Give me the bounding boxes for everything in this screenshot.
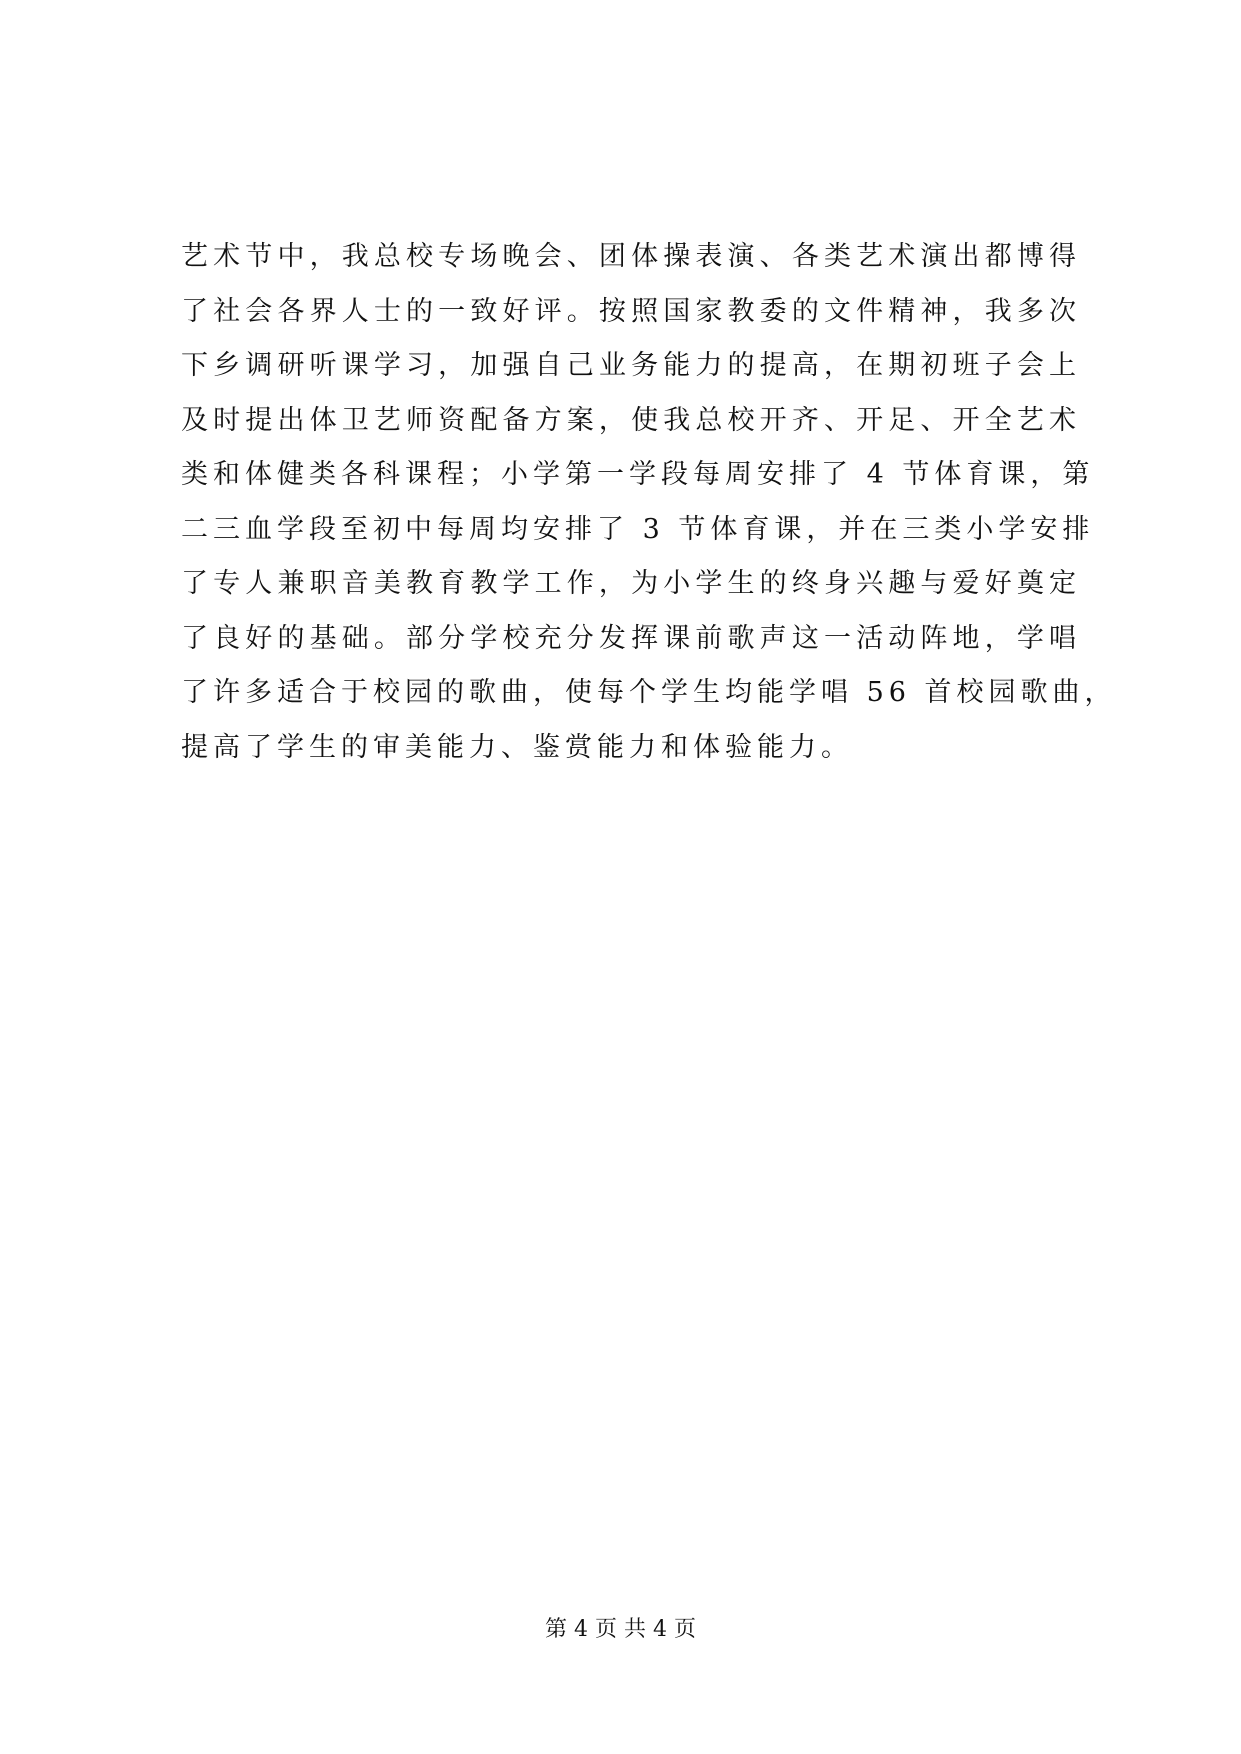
paragraph-line-6: 二三血学段至初中每周均安排了 3 节体育课，并在三类小学安排 xyxy=(181,513,1095,545)
paragraph-line-7: 了专人兼职音美教育教学工作，为小学生的终身兴趣与爱好奠定 xyxy=(181,568,1081,599)
paragraph-line-4: 及时提出体卫艺师资配备方案，使我总校开齐、开足、开全艺术 xyxy=(181,404,1081,436)
body-paragraph xyxy=(181,230,1117,775)
paragraph-line-5: 类和体健类各科课程；小学第一学段每周安排了 4 节体育课，第 xyxy=(181,459,1095,490)
page-footer xyxy=(0,1610,1241,1650)
paragraph-line-2: 了社会各界人士的一致好评。按照国家教委的文件精神，我多次 xyxy=(181,295,1081,327)
paragraph-line-3: 下乡调研听课学习，加强自己业务能力的提高，在期初班子会上 xyxy=(181,350,1081,381)
paragraph-line-10: 提高了学生的审美能力、鉴赏能力和体验能力。 xyxy=(181,731,853,763)
page-number: 第 4 页 共 4 页 xyxy=(545,1617,696,1642)
paragraph-line-1: 艺术节中，我总校专场晚会、团体操表演、各类艺术演出都博得 xyxy=(181,241,1081,272)
paragraph-line-8: 了良好的基础。部分学校充分发挥课前歌声这一活动阵地，学唱 xyxy=(181,622,1081,654)
paragraph-line-9: 了许多适合于校园的歌曲，使每个学生均能学唱 56 首校园歌曲， xyxy=(181,677,1117,708)
